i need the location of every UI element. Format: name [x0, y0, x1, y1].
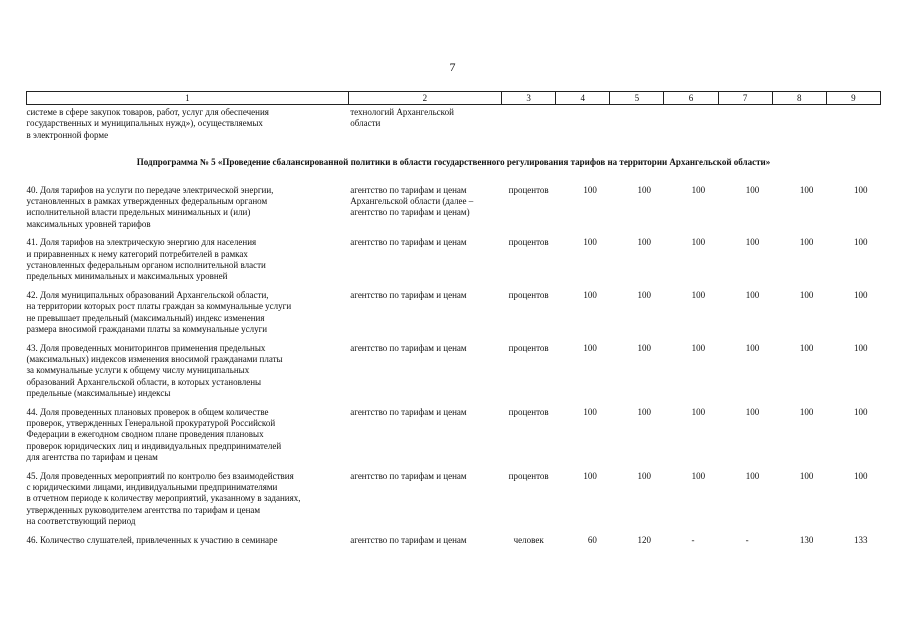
responsible-agency — [348, 407, 501, 471]
value-cell: 100 — [854, 237, 868, 248]
desc-line: на соответствующий период — [26, 516, 136, 527]
desc-line: 45. Доля проведенных мероприятий по контролю без взаимодействия — [26, 470, 294, 481]
indicator-row — [27, 471, 881, 535]
value-cell: 100 — [583, 406, 597, 417]
desc-line: для агентства по тарифам и ценам — [26, 452, 158, 463]
indicator-description — [27, 237, 349, 290]
desc-line: 40. Доля тарифов на услуги по передаче электрической энергии, — [26, 184, 274, 195]
agency-line: агентство по тарифам и ценам — [350, 342, 467, 353]
value-cell: 100 — [583, 184, 597, 195]
page-number: 7 — [449, 60, 456, 74]
desc-line: 44. Доля проведенных плановых проверок в общем количестве — [26, 406, 269, 417]
agency-line: Архангельской области (далее – — [350, 196, 474, 207]
agency-line: агентство по тарифам и ценам — [350, 470, 467, 481]
value-cell: 100 — [799, 406, 814, 417]
indicator-description — [27, 471, 349, 535]
desc-line: максимальных уровней тарифов — [26, 218, 151, 229]
value-cell: 120 — [637, 534, 651, 545]
unit-cell: процентов — [508, 289, 549, 300]
agency-line: технологий Архангельской — [350, 107, 454, 117]
header-cell: 1 — [27, 92, 349, 105]
responsible-agency — [348, 535, 501, 553]
desc-line: в отчетном периоде к количеству мероприятий, указанному в заданиях, — [26, 493, 301, 504]
desc-line: 43. Доля проведенных мониторингов применения предельных — [26, 342, 266, 353]
indicator-description — [27, 185, 349, 238]
indicator-row — [27, 290, 881, 343]
value-cell: 130 — [799, 534, 814, 545]
value-cell: 100 — [745, 237, 760, 248]
header-cell: 5 — [610, 92, 664, 105]
value-cell: 100 — [799, 470, 814, 481]
value-cell: 100 — [637, 342, 651, 353]
desc-line: с юридическими лицами, индивидуальными предпринимателями — [26, 481, 278, 492]
desc-line: предельные (максимальные) индексы — [26, 388, 171, 399]
desc-line: не превышает предельный (максимальный) индекс изменения — [26, 312, 265, 323]
value-cell: 100 — [799, 289, 814, 300]
value-cell: - — [691, 534, 695, 545]
agency-line: агентство по тарифам и ценам) — [350, 207, 470, 218]
subprogram-title: Подпрограмма № 5 «Проведение сбалансированной политики в области государственного регулирования тарифов на территории Архангельской области» — [136, 157, 771, 168]
agency-line: агентство по тарифам и ценам — [350, 289, 467, 300]
responsible-agency — [348, 471, 501, 535]
value-cell: 100 — [691, 342, 706, 353]
agency-line: агентство по тарифам и ценам — [350, 534, 467, 545]
continuation-desc — [27, 105, 349, 155]
indicator-description — [27, 290, 349, 343]
agency-line: агентство по тарифам и ценам — [350, 406, 467, 417]
value-cell: 60 — [587, 534, 597, 545]
value-cell: 100 — [637, 406, 651, 417]
indicator-row — [27, 407, 881, 471]
indicator-row — [27, 343, 881, 407]
value-cell: 100 — [854, 406, 868, 417]
header-cell: 2 — [348, 92, 501, 105]
value-cell: 100 — [745, 289, 760, 300]
indicators-table — [26, 91, 881, 553]
desc-line: предельных минимальных и максимальных уровней — [26, 271, 228, 282]
desc-line: утвержденных руководителем агентства по тарифам и ценам — [26, 504, 261, 515]
value-cell: 100 — [745, 406, 760, 417]
value-cell: - — [745, 534, 749, 545]
indicator-description — [27, 343, 349, 407]
value-cell: 100 — [799, 237, 814, 248]
responsible-agency — [348, 237, 501, 290]
unit-cell: процентов — [508, 184, 549, 195]
value-cell: 100 — [745, 342, 760, 353]
agency-line: агентство по тарифам и ценам — [350, 184, 467, 195]
desc-line: образований Архангельской области, в которых установлены — [26, 376, 262, 387]
value-cell: 100 — [691, 470, 706, 481]
desc-line: 41. Доля тарифов на электрическую энергию для населения — [26, 237, 257, 248]
desc-line: проверок юридических лиц и индивидуальных предпринимателей — [26, 440, 282, 451]
desc-line: Федерации в ежегодном сводном плане проведения плановых — [26, 429, 264, 440]
value-cell: 100 — [745, 184, 760, 195]
value-cell: 100 — [854, 289, 868, 300]
value-cell: 100 — [583, 470, 597, 481]
value-cell: 100 — [854, 342, 868, 353]
indicator-description — [27, 407, 349, 471]
unit-cell: процентов — [508, 237, 549, 248]
value-cell: 100 — [854, 470, 868, 481]
agency-line: агентство по тарифам и ценам — [350, 237, 467, 248]
value-cell: 100 — [583, 342, 597, 353]
continuation-row — [27, 105, 881, 155]
continuation-agency — [348, 105, 501, 155]
header-cell: 3 — [502, 92, 556, 105]
responsible-agency — [348, 290, 501, 343]
unit-cell: процентов — [508, 406, 549, 417]
desc-line: размера вносимой гражданами платы за коммунальные услуги — [26, 324, 268, 335]
indicator-description — [27, 535, 349, 553]
header-row — [27, 92, 881, 105]
desc-line: проверок, утвержденных Генеральной прокуратурой Российской — [26, 417, 276, 428]
value-cell: 100 — [691, 406, 706, 417]
value-cell: 100 — [637, 470, 651, 481]
value-cell: 100 — [637, 184, 651, 195]
desc-line: исполнительной власти предельных минимальных и (или) — [26, 207, 251, 218]
agency-line: области — [350, 118, 381, 129]
value-cell: 100 — [691, 237, 706, 248]
responsible-agency — [348, 185, 501, 238]
desc-line: (максимальных) индексов изменения вносимой гражданами платы — [26, 353, 283, 364]
value-cell: 100 — [799, 342, 814, 353]
value-cell: 100 — [637, 237, 651, 248]
header-cell: 7 — [718, 92, 772, 105]
desc-line: установленных федеральным органом исполнительной власти — [26, 260, 266, 271]
desc-line: государственных и муниципальных нужд»), осуществляемых — [26, 118, 263, 129]
value-cell: 100 — [745, 470, 760, 481]
unit-cell: человек — [513, 534, 544, 545]
desc-line: на территории которых рост платы граждан за коммунальные услуги — [26, 301, 292, 312]
desc-line: установленных в рамках утвержденных федеральным органом — [26, 196, 268, 207]
value-cell: 100 — [637, 289, 651, 300]
value-cell: 100 — [691, 184, 706, 195]
indicator-row — [27, 185, 881, 238]
value-cell: 100 — [583, 289, 597, 300]
desc-line: и приравненных к нему категорий потребителей в рамках — [26, 248, 248, 259]
indicator-row — [27, 237, 881, 290]
header-cell: 8 — [772, 92, 826, 105]
responsible-agency — [348, 343, 501, 407]
desc-line: системе в сфере закупок товаров, работ, услуг для обеспечения — [26, 107, 269, 117]
unit-cell: процентов — [508, 470, 549, 481]
header-cell: 4 — [556, 92, 610, 105]
desc-line: 46. Количество слушателей, привлеченных к участию в семинаре — [26, 534, 278, 545]
value-cell: 100 — [854, 184, 868, 195]
value-cell: 133 — [854, 534, 868, 545]
value-cell: 100 — [799, 184, 814, 195]
desc-line: за коммунальные услуги к общему числу муниципальных — [26, 365, 250, 376]
value-cell: 100 — [583, 237, 597, 248]
header-cell: 6 — [664, 92, 718, 105]
header-cell: 9 — [826, 92, 880, 105]
indicator-row — [27, 535, 881, 553]
subprogram-row — [27, 154, 881, 184]
unit-cell: процентов — [508, 342, 549, 353]
desc-line: 42. Доля муниципальных образований Архангельской области, — [26, 289, 269, 300]
value-cell: 100 — [691, 289, 706, 300]
desc-line: в электронной форме — [26, 129, 109, 140]
